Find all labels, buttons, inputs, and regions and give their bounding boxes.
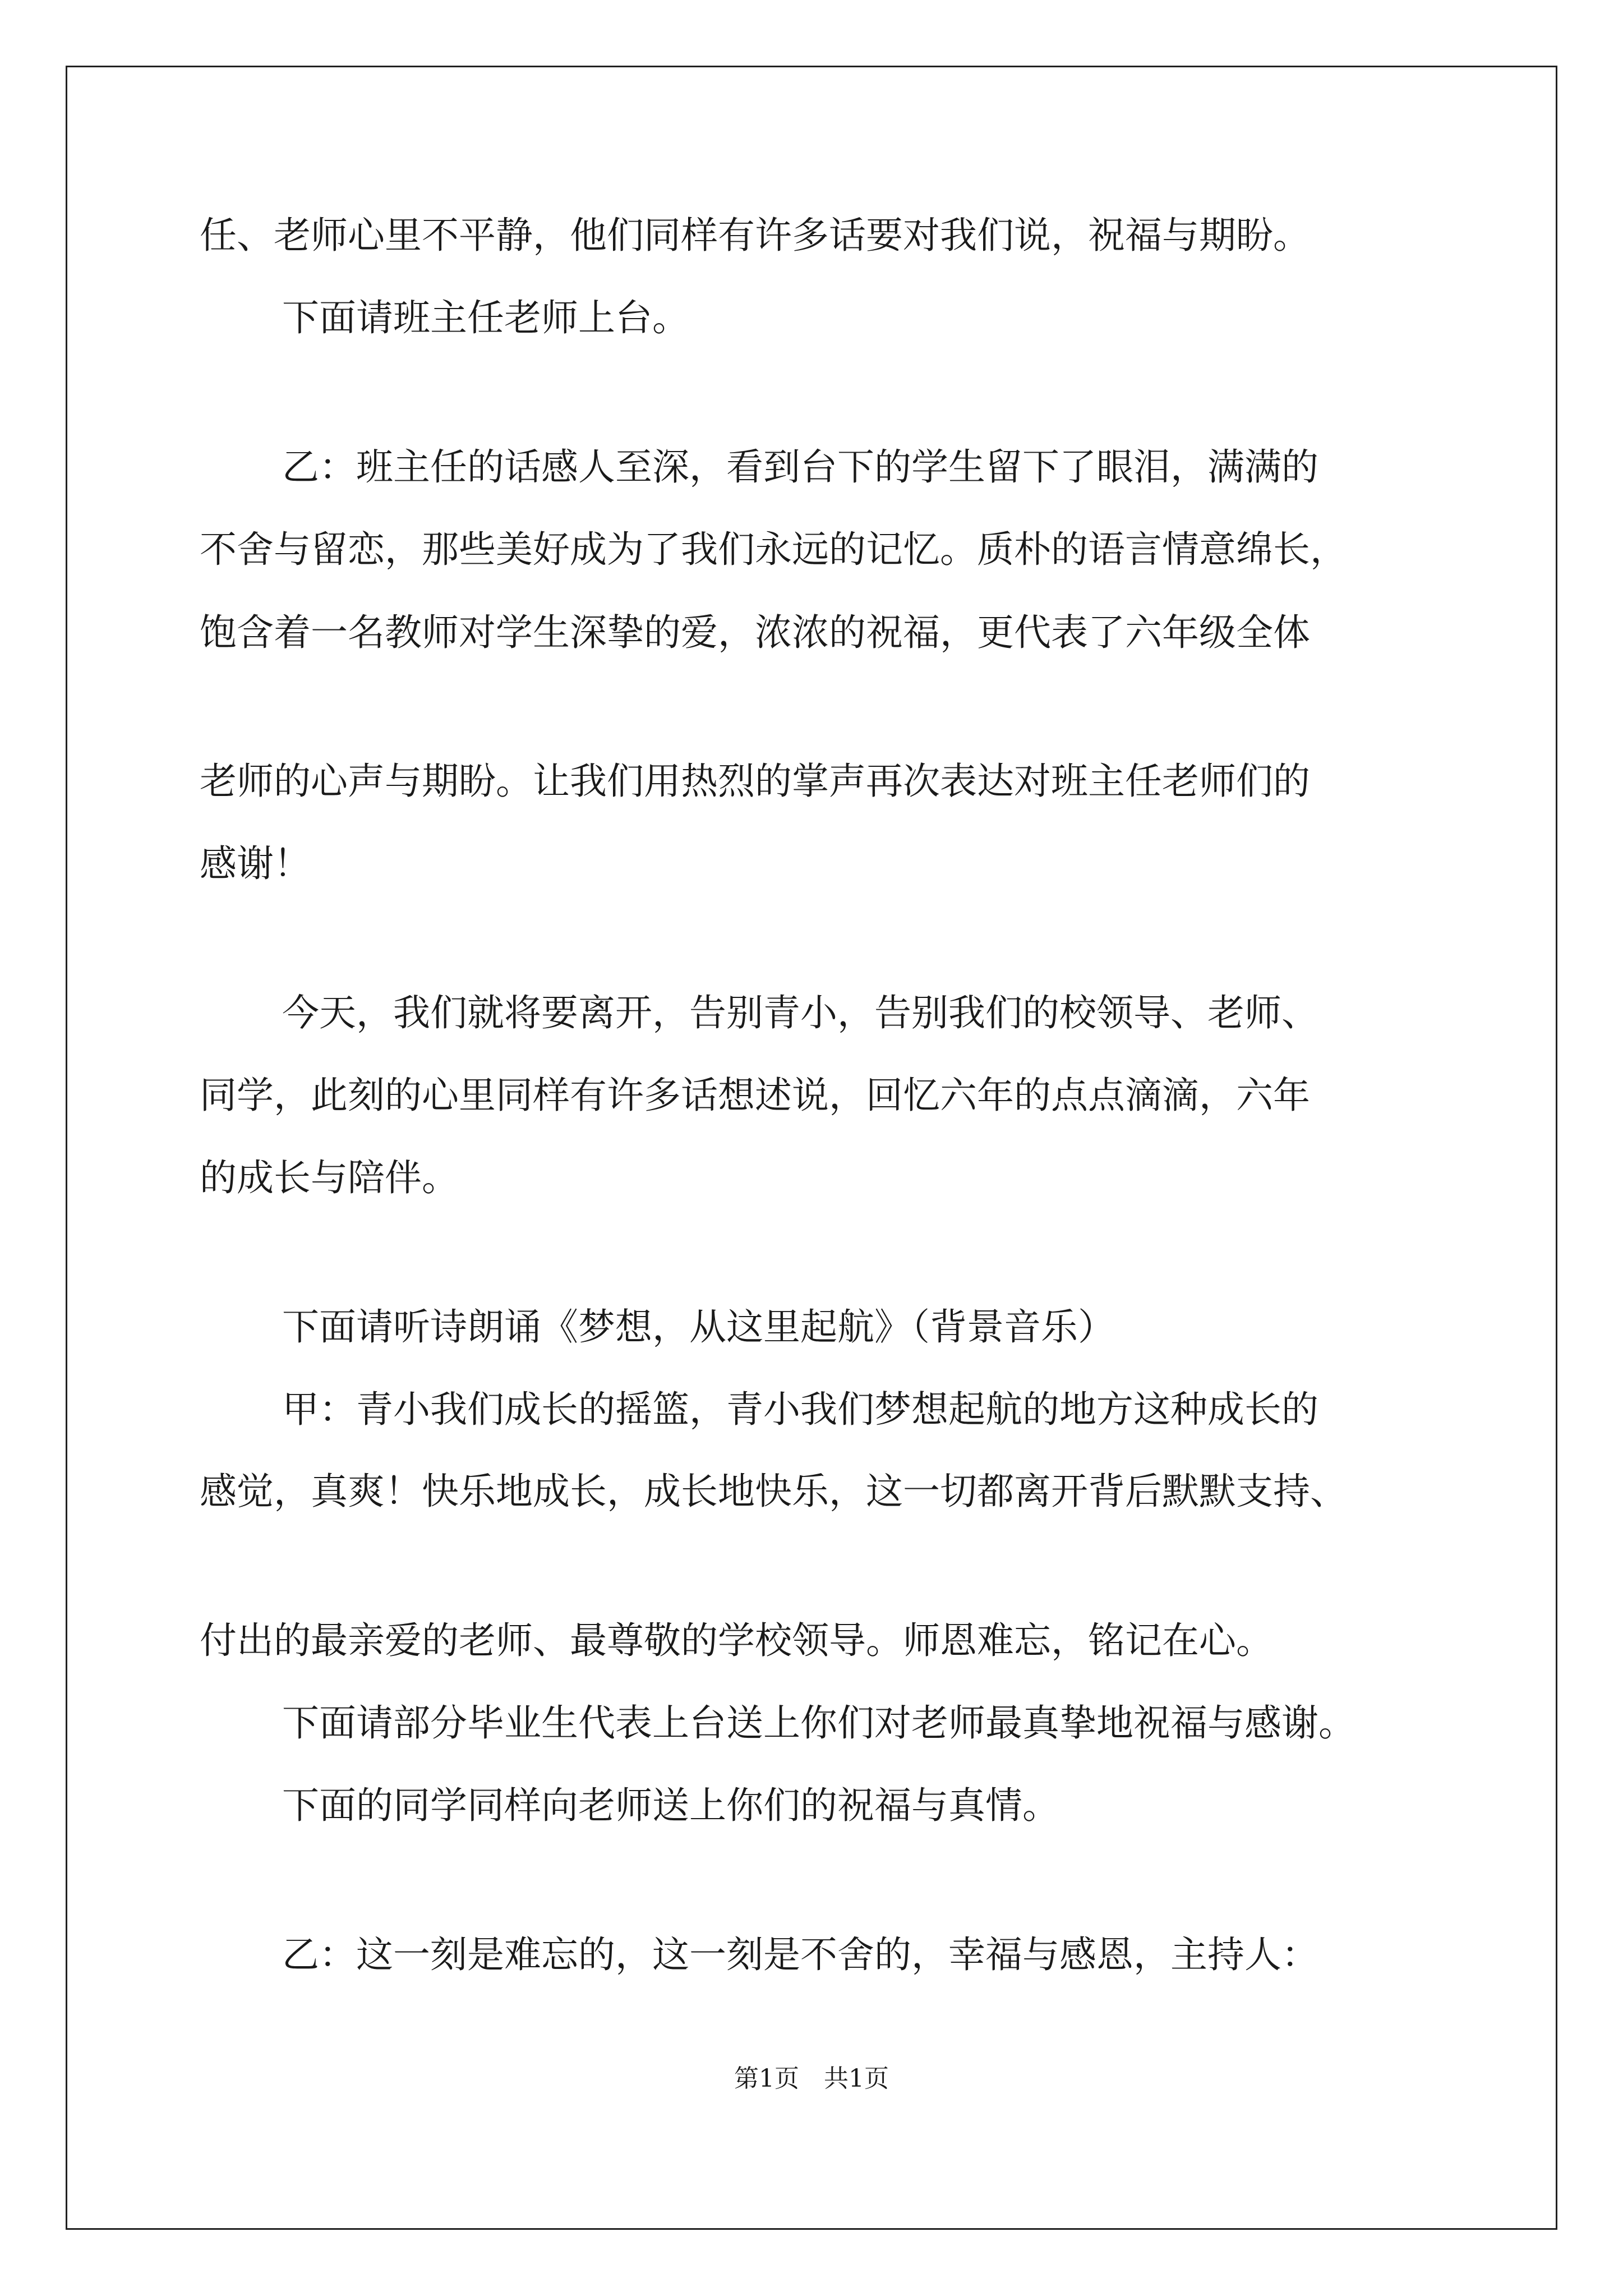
text-line: 甲：青小我们成长的摇篮，青小我们梦想起航的地方这种成长的 xyxy=(282,1388,1318,1431)
text-line: 老师的心声与期盼。让我们用热烈的掌声再次表达对班主任老师们的 xyxy=(200,760,1310,803)
page-border xyxy=(66,66,1557,2230)
text-line: 下面的同学同样向老师送上你们的祝福与真情。 xyxy=(282,1784,1059,1827)
text-line: 下面请班主任老师上台。 xyxy=(282,296,689,339)
page-footer: 第1页 共1页 xyxy=(734,2064,889,2093)
text-line: 同学，此刻的心里同样有许多话想述说，回忆六年的点点滴滴，六年 xyxy=(200,1074,1310,1117)
text-line: 感觉，真爽！快乐地成长，成长地快乐，这一切都离开背后默默支持、 xyxy=(200,1470,1347,1513)
text-line: 感谢！ xyxy=(200,842,311,885)
text-line: 今天，我们就将要离开，告别青小，告别我们的校领导、老师、 xyxy=(282,991,1318,1034)
text-line: 下面请部分毕业生代表上台送上你们对老师最真挚地祝福与感谢。 xyxy=(282,1701,1355,1745)
text-line: 任、老师心里不平静，他们同样有许多话要对我们说，祝福与期盼。 xyxy=(200,214,1310,257)
text-line: 付出的最亲爱的老师、最尊敬的学校领导。师恩难忘，铭记在心。 xyxy=(200,1619,1273,1662)
text-line: 的成长与陪伴。 xyxy=(200,1156,459,1199)
text-line: 下面请听诗朗诵《梦想，从这里起航》（背景音乐） xyxy=(282,1305,1115,1349)
text-line: 乙：班主任的话感人至深，看到台下的学生留下了眼泪，满满的 xyxy=(282,445,1318,489)
text-line: 不舍与留恋，那些美好成为了我们永远的记忆。质朴的语言情意绵长， xyxy=(200,528,1347,571)
text-line: 乙：这一刻是难忘的，这一刻是不舍的，幸福与感恩，主持人： xyxy=(282,1933,1318,1976)
text-line: 饱含着一名教师对学生深挚的爱，浓浓的祝福，更代表了六年级全体 xyxy=(200,611,1310,654)
